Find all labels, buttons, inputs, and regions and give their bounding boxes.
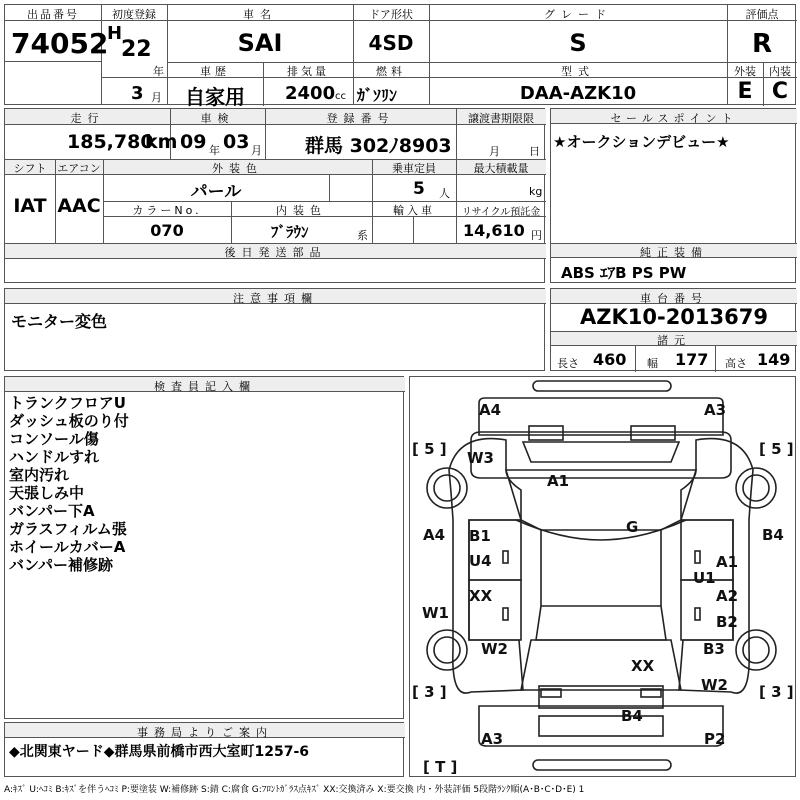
- mark-b2: B2: [716, 613, 738, 631]
- tire-front-right: [ 5 ]: [759, 440, 794, 458]
- car-diagram-box: [409, 376, 796, 777]
- transfer-day-unit: 日: [529, 145, 540, 158]
- spare-tire: [ T ]: [423, 758, 458, 776]
- selling-points-text: ★オークションデビュー★: [553, 133, 730, 151]
- office-box: [4, 722, 404, 777]
- capacity-unit: 人: [439, 187, 450, 200]
- lot-number-label: 出品番号: [27, 8, 79, 21]
- door-type: 4SD: [368, 31, 414, 55]
- inspector-line: コンソール傷: [9, 430, 99, 448]
- transfer-month-unit: 月: [489, 145, 500, 158]
- interior-color-label: 内装色: [276, 204, 327, 217]
- inspector-label: 検査員記入欄: [154, 380, 256, 393]
- interior-color: ﾌﾞﾗｳﾝ: [271, 223, 309, 241]
- era: H: [107, 23, 123, 44]
- notes-box: [4, 288, 545, 371]
- selling-points-label: セールスポイント: [610, 112, 738, 125]
- car-name: SAI: [237, 29, 283, 57]
- overall-score: R: [751, 29, 773, 59]
- office-label: 事務局よりご案内: [137, 726, 273, 739]
- length-label: 長さ: [557, 357, 579, 370]
- inspection-month-unit: 月: [251, 144, 262, 157]
- notes-label: 注意事項欄: [233, 292, 318, 305]
- tire-front-left: [ 5 ]: [412, 440, 447, 458]
- chassis-box: [550, 288, 796, 371]
- mark-b4-right: B4: [762, 526, 784, 544]
- car-name-label: 車名: [243, 8, 277, 21]
- width-label: 幅: [647, 357, 658, 370]
- inspector-line: ガラスフィルム張: [9, 520, 127, 538]
- length: 460: [593, 350, 627, 369]
- mark-xx-left: XX: [469, 587, 493, 605]
- grade-label: グレード: [544, 8, 612, 21]
- fuel-label: 燃料: [376, 65, 406, 78]
- inspection-label: 車検: [200, 112, 235, 125]
- inspector-line: ダッシュ板のり付: [9, 412, 129, 430]
- vehicle-detail-box: [4, 108, 545, 283]
- specs-label: 諸元: [657, 334, 691, 347]
- legend: A:ｷｽﾞ U:ﾍｺﾐ B:ｷｽﾞを伴うﾍｺﾐ P:要塗装 W:補修跡 S:錆 C:腐食 G:ﾌﾛﾝﾄｶﾞﾗｽ点ｷｽﾞ XX:交換済み X:要交換 内・外装評価 5段階ﾗﾝｸ順(A･B･C･D･E) 1: [4, 785, 585, 795]
- inspection-year-unit: 年: [209, 144, 220, 157]
- interior-score: C: [771, 79, 789, 104]
- mark-a4-front: A4: [479, 401, 502, 419]
- recycle-fee: 14,610: [463, 221, 525, 240]
- top-info-box: [4, 4, 796, 109]
- history-label: 車歴: [200, 65, 230, 78]
- first-registration-label: 初度登録: [112, 8, 156, 21]
- inspector-line: 室内汚れ: [9, 466, 70, 484]
- mark-u1: U1: [693, 569, 716, 587]
- max-load-label: 最大積載量: [473, 162, 529, 175]
- mark-a3-front: A3: [704, 401, 727, 419]
- inspection-year: 09: [180, 131, 207, 153]
- displacement: 2400: [285, 83, 336, 104]
- displacement-label: 排気量: [287, 65, 329, 78]
- displacement-unit: cc: [335, 91, 346, 102]
- plate-number: 群馬 302ﾉ8903: [305, 135, 452, 157]
- chassis-number: AZK10-2013679: [580, 305, 768, 329]
- door-label: ドア形状: [369, 8, 413, 21]
- mark-w2-right: W2: [701, 676, 728, 694]
- notes-text: モニター変色: [11, 312, 108, 331]
- mileage-label: 走行: [70, 112, 105, 125]
- registration-month: 3: [131, 83, 144, 104]
- inspector-line: バンパー補修跡: [9, 556, 113, 574]
- mark-g: G: [626, 518, 639, 536]
- shift-label: シフト: [13, 162, 47, 175]
- usage-history: 自家用: [185, 85, 245, 109]
- aircon: AAC: [57, 195, 101, 217]
- month-unit: 月: [151, 91, 162, 104]
- inspection-month: 03: [223, 131, 250, 153]
- genuine-equipment: ABS ｴｱB PS PW: [561, 264, 687, 282]
- selling-points-box: [550, 108, 796, 283]
- interior-score-label: 内装: [769, 65, 791, 78]
- registration-year: 22: [121, 37, 152, 62]
- shift: IAT: [13, 195, 47, 217]
- inspector-line: トランクフロアU: [9, 394, 126, 412]
- capacity-label: 乗車定員: [392, 162, 436, 175]
- mileage-unit: km: [145, 131, 178, 153]
- exterior-color-label: 外装色: [212, 162, 263, 175]
- transfer-deadline-label: 譲渡書期限限: [468, 112, 534, 125]
- lot-number: 74052: [11, 27, 109, 60]
- mark-b3: B3: [703, 640, 725, 658]
- height: 149: [757, 350, 791, 369]
- mark-a1-right: A1: [716, 553, 739, 571]
- fuel: ｶﾞｿﾘﾝ: [357, 86, 398, 105]
- mark-a1-roof: A1: [547, 472, 570, 490]
- mark-w1: W1: [422, 604, 449, 622]
- exterior-color: パール: [190, 182, 242, 202]
- recycle-fee-label: リサイクル預託金: [461, 207, 541, 218]
- mileage: 185,780: [67, 131, 154, 153]
- office-text: ◆北関東ヤード◆群馬県前橋市西大室町1257-6: [9, 744, 310, 760]
- later-parts-label: 後日発送部品: [224, 246, 327, 259]
- plate-label: 登録番号: [326, 112, 395, 125]
- mark-u4: U4: [469, 552, 492, 570]
- mark-b4-rear: B4: [621, 707, 643, 725]
- year-unit: 年: [153, 65, 164, 78]
- mark-a3-rear: A3: [481, 730, 504, 748]
- model-label: 型式: [561, 65, 595, 78]
- genuine-equipment-label: 純正装備: [640, 246, 708, 259]
- inspector-notes: [9, 394, 129, 574]
- max-load-unit: kg: [529, 185, 543, 198]
- capacity: 5: [413, 179, 425, 199]
- mark-b1: B1: [469, 527, 491, 545]
- mark-a4-left: A4: [423, 526, 446, 544]
- interior-color-unit: 系: [357, 229, 368, 242]
- mark-p2: P2: [704, 730, 726, 748]
- exterior-score: E: [737, 79, 753, 104]
- inspector-line: 天張しみ中: [9, 484, 85, 502]
- aircon-label: エアコン: [57, 162, 101, 175]
- tire-rear-right: [ 3 ]: [759, 683, 794, 701]
- color-number: 070: [150, 221, 184, 240]
- width: 177: [675, 350, 709, 369]
- mark-w3: W3: [467, 449, 494, 467]
- inspector-box: [4, 376, 404, 719]
- inspector-line: ハンドルすれ: [9, 448, 100, 466]
- mark-a2: A2: [716, 587, 739, 605]
- inspector-line: ホイールカバーA: [9, 538, 126, 556]
- tire-rear-left: [ 3 ]: [412, 683, 447, 701]
- car-diagram: [410, 377, 795, 776]
- color-number-label: カラーNo.: [132, 204, 202, 217]
- score-label: 評価点: [745, 8, 779, 21]
- chassis-label: 車台番号: [640, 292, 708, 305]
- import-label: 輸入車: [393, 204, 435, 217]
- exterior-score-label: 外装: [734, 65, 756, 78]
- recycle-fee-unit: 円: [531, 229, 542, 242]
- grade: S: [569, 29, 587, 57]
- mark-w2-left: W2: [481, 640, 508, 658]
- mark-xx-rear: XX: [631, 657, 655, 675]
- model-code: DAA-AZK10: [519, 83, 637, 104]
- height-label: 高さ: [725, 357, 747, 370]
- inspector-line: バンパー下A: [9, 502, 95, 520]
